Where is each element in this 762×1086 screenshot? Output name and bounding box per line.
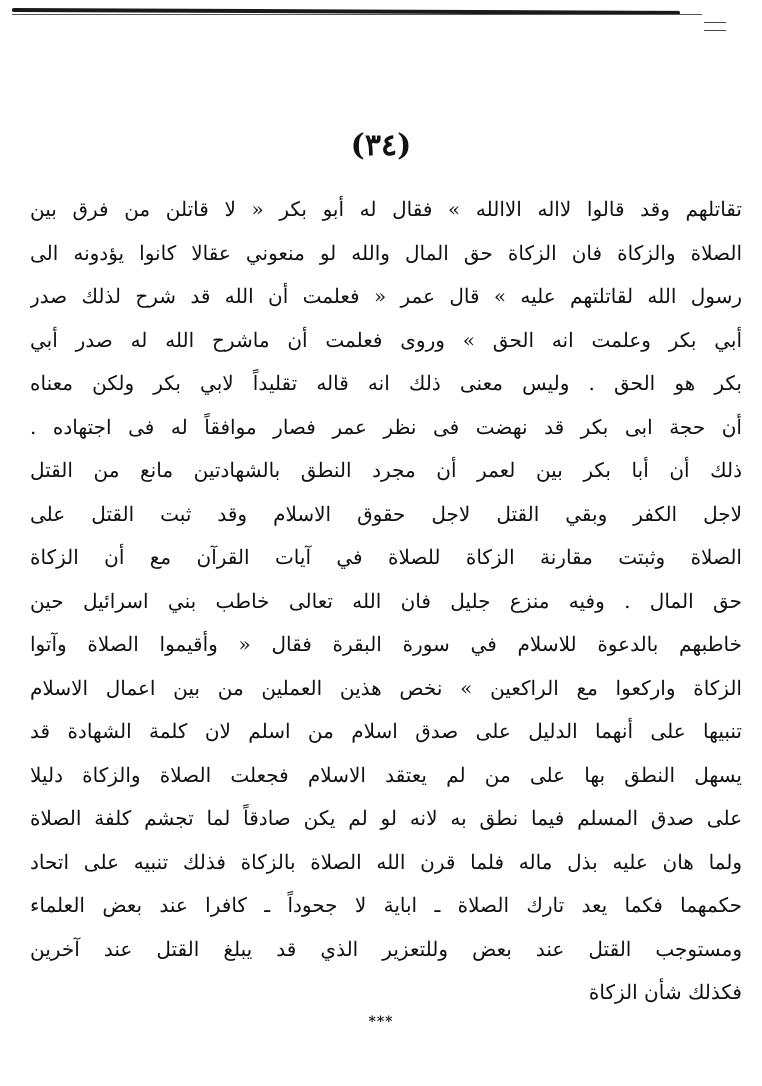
text-line: تنبيها على أنهما الدليل على صدق اسلام من اسلم لان كلمة الشهادة قد bbox=[30, 719, 742, 743]
text-line: تقاتلهم وقد قالوا لااله الاالله » فقال له أبو بكر « لا قاتلن من فرق بين bbox=[30, 197, 742, 221]
text-line: أن حجة ابى بكر قد نهضت فى نظر عمر فصار موافقاً له فى اجتهاده . bbox=[30, 414, 742, 439]
text-line: الصلاة وثبتت مقارنة الزكاة للصلاة في آيات القرآن مع أن الزكاة bbox=[30, 545, 742, 569]
text-line: على صدق المسلم فيما نطق به لانه لو لم يكن صادقاً لما تجشم كلفة الصلاة bbox=[30, 806, 742, 830]
text-line: الزكاة واركعوا مع الراكعين » نخص هذين العملين من بين اعمال الاسلام bbox=[30, 675, 742, 700]
text-line: أبي بكر وعلمت انه الحق » وروى فعلمت أن ماشرح الله له صدر أبي bbox=[30, 327, 742, 352]
text-line: بكر هو الحق . وليس معنى ذلك انه قاله تقليداً لابي بكر ولكن معناه bbox=[30, 371, 742, 395]
text-line: خاطبهم بالدعوة للاسلام في سورة البقرة فقال « وأقيموا الصلاة وآتوا bbox=[30, 632, 742, 656]
text-line: رسول الله لقاتلتهم عليه » قال عمر « فعلمت أن الله قد شرح لذلك صدر bbox=[30, 284, 742, 308]
body-text bbox=[30, 188, 742, 1015]
margin-mark bbox=[704, 22, 726, 23]
text-line: لاجل الكفر وبقي القتل لاجل حقوق الاسلام وقد ثبت القتل على bbox=[30, 501, 742, 526]
text-line: ذلك أن أبا بكر بين لعمر أن مجرد النطق بالشهادتين مانع من القتل bbox=[30, 458, 742, 482]
text-line: حق المال . وفيه منزع جليل فان الله تعالى خاطب بني اسرائيل حين bbox=[30, 588, 742, 613]
text-line: ولما هان عليه بذل ماله فلما قرن الله الصلاة بالزكاة فذلك تنبيه على اتحاد bbox=[30, 849, 742, 874]
text-line: حكمهما فكما يعد تارك الصلاة ـ اباية لا جحوداً ـ كافرا عند بعض العلماء bbox=[30, 893, 742, 917]
text-line: الصلاة والزكاة فان الزكاة حق المال والله لو منعوني عقالا كانوا يؤدونه الى bbox=[30, 240, 742, 265]
end-ornament: *** bbox=[368, 1014, 394, 1030]
top-border-thin-rule bbox=[12, 14, 702, 15]
text-line: ومستوجب القتل عند بعض وللتعزير الذي قد يبلغ القتل عند آخرين bbox=[30, 936, 742, 961]
page-number: (٣٤) bbox=[350, 128, 412, 163]
text-line: يسهل النطق بها على من لم يعتقد الاسلام فجعلت الصلاة والزكاة دليلا bbox=[30, 762, 742, 787]
margin-mark bbox=[704, 30, 726, 31]
text-line: فكذلك شأن الزكاة bbox=[588, 980, 742, 1004]
